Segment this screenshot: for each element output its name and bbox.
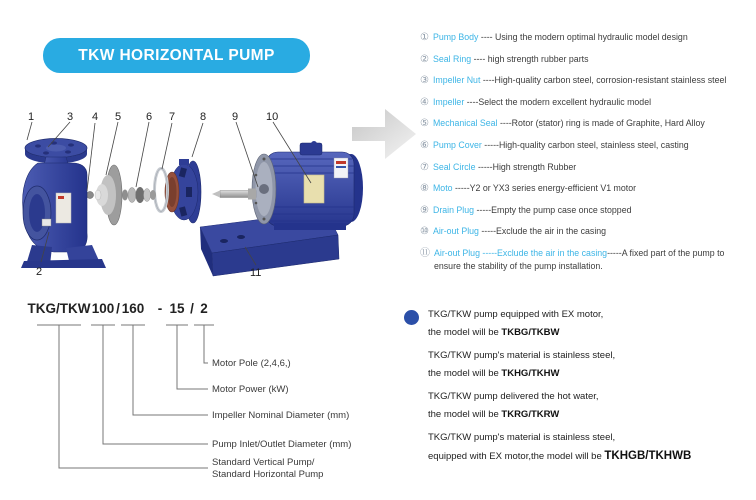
variant-line1: TKG/TKW pump's material is stainless steel, <box>428 432 616 443</box>
part-desc: -----Empty the pump case once stopped <box>474 204 632 215</box>
model-code-diagram <box>20 295 410 495</box>
part-item-7 <box>420 161 756 174</box>
bullet-icon <box>404 310 419 325</box>
circled-number-icon: ⑤ <box>420 118 429 130</box>
callout-number-5: 5 <box>115 111 122 123</box>
pump-exploded-diagram <box>8 95 418 300</box>
part-desc: -----Y2 or YX3 series energy-efficient V1 motor <box>452 183 637 194</box>
part-desc: -----A fixed part of the pump to ensure the stability of the pump installation. <box>434 247 725 271</box>
variant-prefix: the model will be <box>428 368 502 379</box>
part-item-8 <box>420 182 756 195</box>
part-desc: ----High-quality carbon steel, corrosion-resistant stainless steel <box>480 75 727 86</box>
part-name: Moto <box>432 183 453 194</box>
circled-number-icon: ⑨ <box>420 204 429 216</box>
circled-number-icon: ③ <box>420 75 429 87</box>
part-item-4 <box>420 96 756 109</box>
circled-number-icon: ⑩ <box>420 226 429 238</box>
impeller-nut <box>87 192 94 199</box>
circled-number-icon: ⑥ <box>420 139 429 151</box>
variant-line2 <box>428 324 756 342</box>
part-item-3 <box>420 74 756 87</box>
circled-number-icon: ② <box>420 53 429 65</box>
callout-pump-type-line1: Standard Vertical Pump/ <box>212 457 315 468</box>
part-desc: -----Exclude the air in the casing <box>478 226 607 237</box>
model-code-series: TKG/TKW <box>27 301 91 316</box>
model-code-power: 15 <box>169 301 185 316</box>
part-name: Impeller Nut <box>432 75 481 86</box>
variant-model: TKBG/TKBW <box>501 327 560 338</box>
part-name: Drain Plug <box>432 204 475 215</box>
mechanical-seal-parts <box>122 187 156 203</box>
part-name: Seal Circle <box>432 161 476 172</box>
part-desc: -----High-quality carbon steel, stainless steel, casting <box>481 139 689 150</box>
model-code-slash-2: / <box>190 301 194 316</box>
page-title: TKW HORIZONTAL PUMP <box>78 46 275 64</box>
circled-number-icon: ① <box>420 32 429 43</box>
variant-prefix: the model will be <box>428 327 502 338</box>
model-code-impeller: 160 <box>121 301 145 316</box>
part-name: Air-out Plug -----Exclude the air in the casing <box>434 247 608 258</box>
drain-plug <box>42 219 51 226</box>
callout-number-8: 8 <box>200 111 207 123</box>
variant-model: TKRG/TKRW <box>501 409 560 420</box>
motor <box>252 141 363 230</box>
pump-body <box>21 139 106 269</box>
variant-line2 <box>428 447 756 466</box>
pump-cover <box>165 159 201 223</box>
title-banner <box>43 38 310 73</box>
part-desc: ---- high strength rubber parts <box>471 53 589 64</box>
variant-line2 <box>428 406 756 424</box>
variant-prefix: equipped with EX motor,the model will be <box>428 451 605 462</box>
callout-number-1: 1 <box>28 111 35 123</box>
model-code-pole: 2 <box>200 301 208 316</box>
part-item-2 <box>420 53 756 66</box>
model-code-dash: - <box>157 301 163 316</box>
variant-stainless-ex <box>428 429 756 466</box>
part-item-9 <box>420 204 756 217</box>
part-item-10 <box>420 225 756 238</box>
model-code-inlet: 100 <box>91 301 115 316</box>
callout-pump-type-line2: Standard Horizontal Pump <box>212 469 324 480</box>
callout-number-4: 4 <box>92 111 99 123</box>
circled-number-icon: ④ <box>420 96 429 108</box>
callout-number-6: 6 <box>146 111 153 123</box>
circled-number-icon: ⑪ <box>420 247 430 259</box>
variant-line1: TKG/TKW pump delivered the hot water, <box>428 391 599 402</box>
variant-model: TKHG/TKHW <box>501 368 560 379</box>
arrow-right-icon <box>352 109 416 159</box>
part-item-11 <box>420 247 752 272</box>
variant-prefix: the model will be <box>428 409 502 420</box>
model-code-slash-1: / <box>116 301 120 316</box>
part-desc: ----Select the modern excellent hydraulic model <box>464 96 652 107</box>
part-desc: ----Rotor (stator) ring is made of Graphite, Hard Alloy <box>497 118 705 129</box>
variant-model: TKHGB/TKHWB <box>604 450 692 462</box>
callout-number-2: 2 <box>36 266 43 278</box>
impeller <box>87 165 123 225</box>
callout-impeller-diameter: Impeller Nominal Diameter (mm) <box>212 410 350 421</box>
variant-stainless <box>428 347 756 383</box>
callout-motor-pole: Motor Pole (2,4,6,) <box>212 358 291 369</box>
part-desc: ---- Using the modern optimal hydraulic model design <box>478 32 688 42</box>
part-desc: -----High strength Rubber <box>475 161 577 172</box>
part-name: Impeller <box>432 96 465 107</box>
callout-number-10: 10 <box>266 111 279 123</box>
variant-hot-water <box>428 388 756 424</box>
callout-number-3: 3 <box>67 111 74 123</box>
part-item-1 <box>420 31 756 44</box>
part-name: Pump Body <box>432 32 479 42</box>
motor-shaft <box>212 189 256 200</box>
part-name: Seal Ring <box>432 53 472 64</box>
variant-line2 <box>428 365 756 383</box>
callout-inlet-outlet-diameter: Pump Inlet/Outlet Diameter (mm) <box>212 439 352 450</box>
part-name: Pump Cover <box>432 139 482 150</box>
part-item-5 <box>420 117 756 130</box>
variant-notes <box>428 306 756 471</box>
part-name: Air-out Plug <box>432 226 479 237</box>
callout-number-9: 9 <box>232 111 239 123</box>
variant-line1: TKG/TKW pump equipped with EX motor, <box>428 309 604 320</box>
part-name: Mechanical Seal <box>432 118 498 129</box>
motor-nameplate <box>304 175 324 203</box>
circled-number-icon: ⑧ <box>420 183 429 195</box>
variant-ex-motor <box>428 306 756 342</box>
part-item-6 <box>420 139 756 152</box>
callout-motor-power: Motor Power (kW) <box>212 384 289 395</box>
parts-list <box>420 31 756 281</box>
variant-line1: TKG/TKW pump's material is stainless steel, <box>428 350 616 361</box>
callout-number-11: 11 <box>250 267 262 279</box>
circled-number-icon: ⑦ <box>420 161 429 173</box>
callout-number-7: 7 <box>169 111 176 123</box>
